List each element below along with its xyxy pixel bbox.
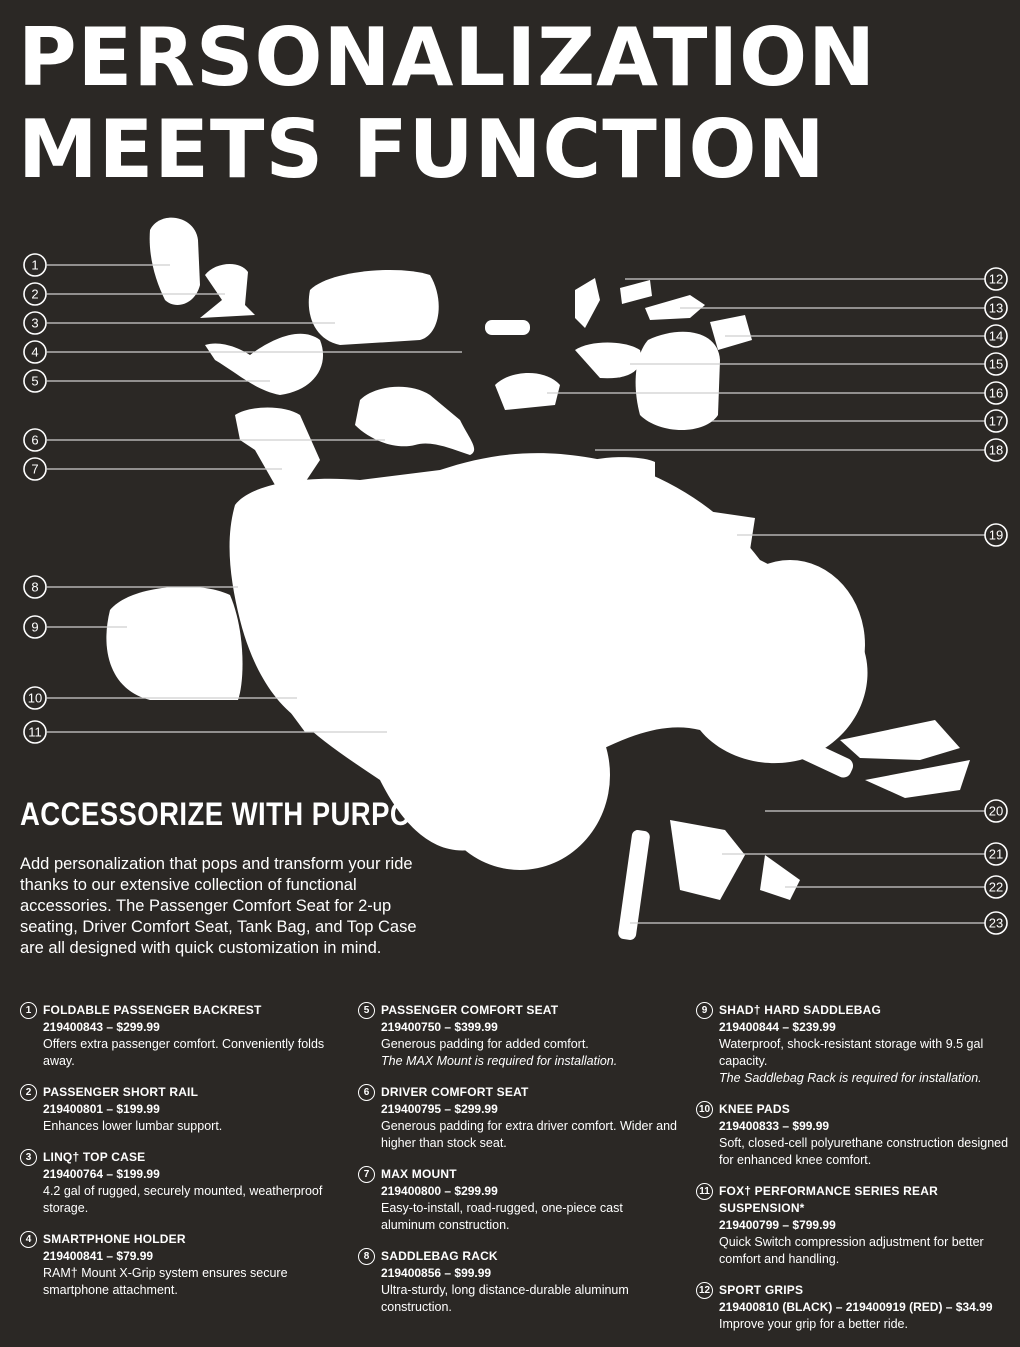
rear-wheel-shape [430,680,610,870]
accessory-number-badge: 9 [696,1002,713,1019]
top-case-shape [309,270,439,345]
callout-number: 3 [31,315,39,331]
accessory-item [696,1183,1016,1268]
accessory-description: Improve your grip for a better ride. [719,1317,908,1331]
accessory-name: DRIVER COMFORT SEAT [381,1085,529,1099]
max-mount-shape [235,408,320,491]
accessory-item [696,1002,1016,1087]
accessory-description: Easy-to-install, road-rugged, one-piece cast aluminum construction. [381,1201,623,1232]
callout-number: 23 [988,915,1004,931]
accessory-description: Generous padding for added comfort. [381,1037,589,1051]
accessory-description: Soft, closed-cell polyurethane construction designed for enhanced knee comfort. [719,1136,1009,1167]
accessory-part-price: 219400856 – $99.99 [381,1266,492,1280]
accessory-item [20,1002,340,1070]
accessory-part-price: 219400799 – $799.99 [719,1218,836,1232]
accessory-number-badge: 5 [358,1002,375,1019]
accessory-number-badge: 4 [20,1231,37,1248]
accessory-name: FOX† PERFORMANCE SERIES REAR SUSPENSION* [719,1184,938,1215]
accessory-number-badge: 12 [696,1282,713,1299]
callout-number: 16 [988,385,1004,401]
exploded-motorcycle-illustration [0,200,1020,960]
accessory-item [696,1282,1016,1333]
backrest-shape [150,218,200,305]
accessory-part-price: 219400800 – $299.99 [381,1184,498,1198]
skid-plate-shape [840,720,960,760]
callout-number: 21 [988,846,1004,862]
accessory-item [358,1002,678,1070]
callout-number: 14 [988,328,1004,344]
accessory-name: SADDLEBAG RACK [381,1249,498,1263]
accessory-name: KNEE PADS [719,1102,790,1116]
accessory-number-badge: 7 [358,1166,375,1183]
accessory-name: PASSENGER COMFORT SEAT [381,1003,559,1017]
accessory-item [20,1084,340,1135]
callout-number: 13 [988,300,1004,316]
lever-shape [575,278,600,328]
driver-seat-shape [355,387,474,455]
accessory-number-badge: 11 [696,1183,713,1200]
callout-number: 18 [988,442,1004,458]
accessory-description: 4.2 gal of rugged, securely mounted, weatherproof storage. [43,1184,323,1215]
accessory-column-1 [20,1002,340,1313]
accessory-name: MAX MOUNT [381,1167,457,1181]
callout-number: 11 [28,724,42,740]
accessory-number-badge: 8 [358,1248,375,1265]
accessory-item [20,1149,340,1217]
accessory-item [20,1231,340,1299]
accessory-part-price: 219400750 – $399.99 [381,1020,498,1034]
mirror-shape [710,315,752,350]
knee-pad-shape [285,680,345,732]
accessory-number-badge: 1 [20,1002,37,1019]
accessory-part-price: 219400844 – $239.99 [719,1020,836,1034]
short-rail-shape [200,264,255,318]
accessory-number-badge: 2 [20,1084,37,1101]
accessory-item [358,1084,678,1152]
accessory-item [358,1166,678,1234]
accessory-description: RAM† Mount X-Grip system ensures secure smartphone attachment. [43,1266,288,1297]
callout-number: 12 [988,271,1004,287]
callout-number: 9 [31,619,39,635]
accessory-number-badge: 10 [696,1101,713,1118]
engine-guard-shape [670,820,745,900]
callout-number: 15 [988,356,1004,372]
accessory-column-2 [358,1002,678,1330]
mount-plate-shape [760,855,800,900]
accessory-name: FOLDABLE PASSENGER BACKREST [43,1003,262,1017]
accessory-description: Generous padding for extra driver comfort. Wider and higher than stock seat. [381,1119,677,1150]
callout-number: 6 [31,432,39,448]
accessory-part-price: 219400795 – $299.99 [381,1102,498,1116]
callout-number: 8 [31,579,39,595]
accessory-number-badge: 6 [358,1084,375,1101]
accessory-part-price: 219400810 (BLACK) – 219400919 (RED) – $34.99 [719,1300,993,1314]
accessory-item [696,1101,1016,1169]
accessory-description: Quick Switch compression adjustment for better comfort and handling. [719,1235,984,1266]
accessory-description: Offers extra passenger comfort. Conveniently folds away. [43,1037,325,1068]
accessory-description: Ultra-sturdy, long distance-durable aluminum construction. [381,1283,629,1314]
shock-shape [617,829,650,940]
callout-number: 19 [988,527,1004,543]
accessory-description: Enhances lower lumbar support. [43,1119,223,1133]
callout-number: 22 [988,879,1004,895]
front-wheel-shape [715,560,865,730]
callout-number: 1 [31,257,39,273]
accessory-note: The Saddlebag Rack is required for installation. [719,1071,982,1085]
headline-line-1: PERSONALIZATION [18,11,877,104]
page-headline [18,12,876,196]
accessory-name: SMARTPHONE HOLDER [43,1232,186,1246]
accessory-name: PASSENGER SHORT RAIL [43,1085,199,1099]
accessory-column-3 [696,1002,1016,1347]
accessory-note: The MAX Mount is required for installation. [381,1054,618,1068]
accessory-name: SPORT GRIPS [719,1283,804,1297]
accessory-part-price: 219400833 – $99.99 [719,1119,830,1133]
callout-number: 20 [988,803,1004,819]
hand-guard-shape [575,343,641,379]
grip-bar-shape [485,320,530,335]
accessory-item [358,1248,678,1316]
lower-panel-shape [865,760,970,798]
windshield-shape [636,332,720,430]
section-intro: Add personalization that pops and transform your ride thanks to our extensive collection of functional accessories. The Passenger Comfort Seat for 2-up seating, Driver Comfort Seat, Tank Bag, and Top Case are all designed with quick customization in mind. [20,855,417,957]
passenger-seat-shape [205,334,323,395]
accessory-name: LINQ† TOP CASE [43,1150,146,1164]
accessory-name: SHAD† HARD SADDLEBAG [719,1003,882,1017]
suspension-shape [365,695,435,711]
callout-number: 7 [31,461,39,477]
grip-shape [620,280,652,304]
callout-number: 17 [988,413,1004,429]
accessory-part-price: 219400801 – $199.99 [43,1102,160,1116]
callout-number: 4 [31,344,39,360]
callout-number: 5 [31,373,39,389]
accessory-part-price: 219400764 – $199.99 [43,1167,160,1181]
saddlebag-shape [106,587,242,700]
accessory-number-badge: 3 [20,1149,37,1166]
accessory-part-price: 219400841 – $79.99 [43,1249,154,1263]
callout-number: 2 [31,286,39,302]
section-title: ACCESSORIZE WITH PURPOSE [20,796,450,832]
callout-number: 10 [27,690,43,706]
headlight-shape [495,373,560,410]
accessory-part-price: 219400843 – $299.99 [43,1020,160,1034]
headline-line-2: MEETS FUNCTION [18,103,826,196]
accessory-description: Waterproof, shock-resistant storage with 9.5 gal capacity. [719,1037,984,1068]
